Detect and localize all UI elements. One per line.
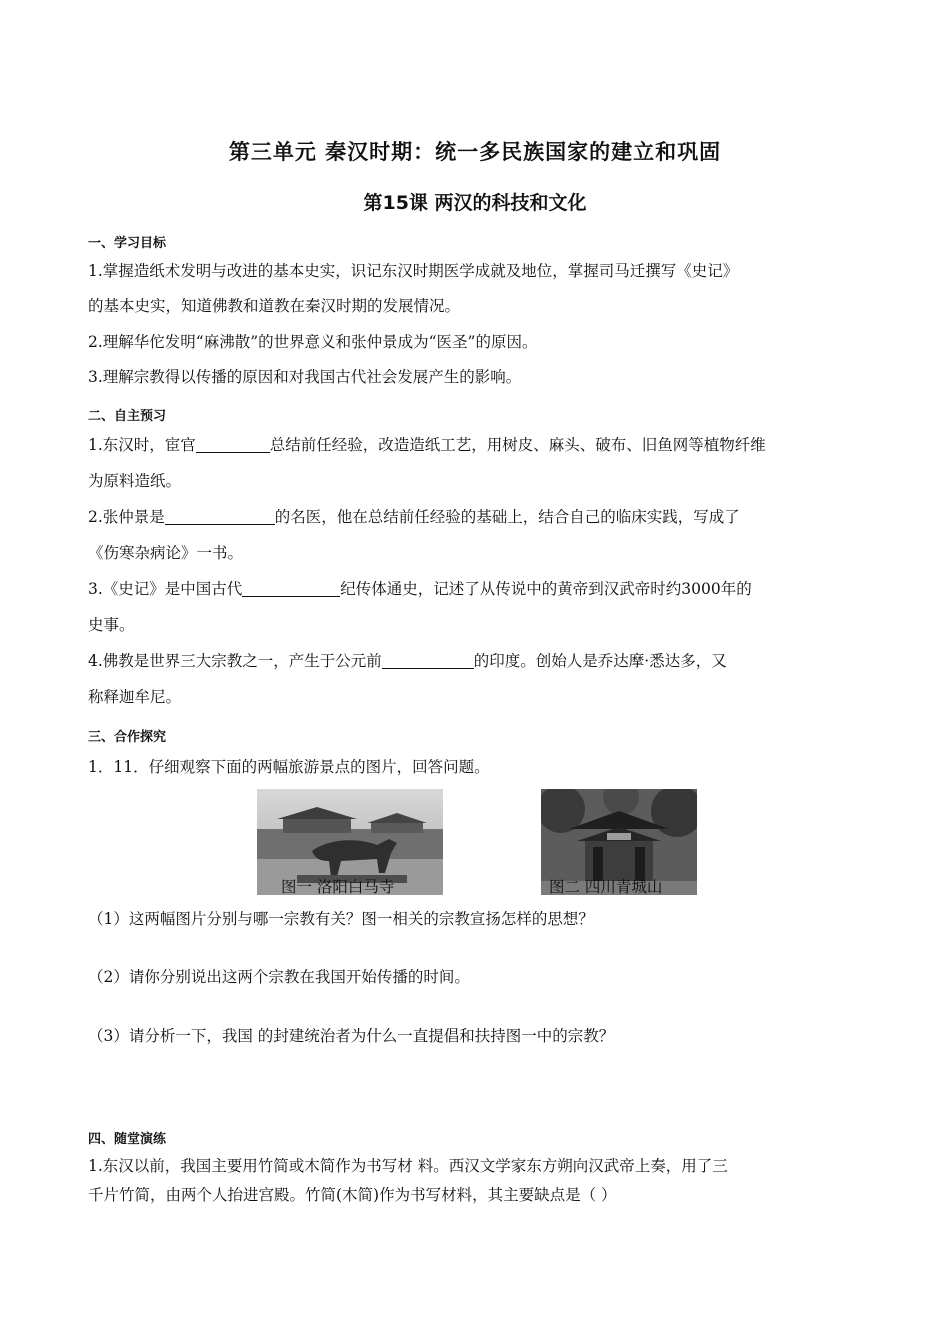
inquiry-intro: 1．11．仔细观察下面的两幅旅游景点的图片，回答问题。 [88, 758, 490, 776]
section-heading-objectives: 一、学习目标 [88, 236, 167, 251]
question-3-suffix: 纪传体通史，记述了从传说中的黄帝到汉武帝时约3000年的 [340, 580, 752, 598]
answer-blank-4[interactable] [382, 652, 474, 669]
practice-question-1-line-2: 千片竹简，由两个人抬进宫殿。竹简(木简)作为书写材料，其主要缺点是（ ） [88, 1186, 617, 1204]
lesson-title: 第15课 两汉的科技和文化 [363, 192, 587, 214]
practice-question-1-line-1: 1.东汉以前，我国主要用竹简或木简作为书写材 料。西汉文学家东方朔向汉武帝上奏，用了三 [88, 1157, 728, 1175]
photo-2-caption: 图二 四川青城山 [549, 878, 663, 896]
section-heading-inquiry: 三、合作探究 [88, 730, 167, 745]
unit-title: 第三单元 秦汉时期：统一多民族国家的建立和巩固 [228, 140, 722, 164]
answer-blank-3[interactable] [242, 580, 340, 597]
question-4-suffix: 的印度。创始人是乔达摩·悉达多，又 [473, 652, 727, 670]
preview-question-4 [88, 650, 868, 672]
objective-1-line-2: 的基本史实，知道佛教和道教在秦汉时期的发展情况。 [88, 297, 461, 315]
objective-3: 3.理解宗教得以传播的原因和对我国古代社会发展产生的影响。 [88, 368, 522, 386]
photo-1-caption: 图一 洛阳白马寺 [281, 878, 395, 896]
preview-question-2-line-2: 《伤寒杂病论》一书。 [88, 544, 244, 562]
question-4-prefix: 4.佛教是世界三大宗教之一，产生于公元前 [88, 652, 382, 670]
question-3-prefix: 3.《史记》是中国古代 [88, 580, 243, 598]
inquiry-question-3: （3）请分析一下，我国 的封建统治者为什么一直提倡和扶持图一中的宗教？ [88, 1027, 615, 1045]
objective-2: 2.理解华佗发明“麻沸散”的世界意义和张仲景成为“医圣”的原因。 [88, 333, 538, 351]
question-2-suffix: 的名医，他在总结前任经验的基础上，结合自己的临床实践，写成了 [274, 508, 740, 526]
objective-1-line-1: 1.掌握造纸术发明与改进的基本史实，识记东汉时期医学成就及地位，掌握司马迁撰写《史记》 [88, 262, 739, 280]
preview-question-3-line-2: 史事。 [88, 616, 135, 634]
preview-question-4-line-2: 称释迦牟尼。 [88, 688, 182, 706]
preview-question-3 [88, 578, 868, 600]
preview-question-1-line-2: 为原料造纸。 [88, 472, 182, 490]
section-heading-preview: 二、自主预习 [88, 409, 167, 424]
section-heading-practice: 四、随堂演练 [88, 1132, 167, 1147]
answer-blank-2[interactable] [165, 508, 275, 525]
preview-question-2 [88, 506, 868, 528]
question-1-prefix: 1.东汉时，宦官 [88, 436, 196, 454]
answer-blank-1[interactable] [196, 436, 270, 453]
question-1-suffix: 总结前任经验，改造造纸工艺，用树皮、麻头、破布、旧鱼网等植物纤维 [269, 436, 766, 454]
preview-question-1 [88, 434, 868, 456]
inquiry-question-1: （1）这两幅图片分别与哪一宗教有关？图一相关的宗教宣扬怎样的思想？ [88, 910, 594, 928]
inquiry-question-2: （2）请你分别说出这两个宗教在我国开始传播的时间。 [88, 968, 470, 986]
question-2-prefix: 2.张仲景是 [88, 508, 165, 526]
